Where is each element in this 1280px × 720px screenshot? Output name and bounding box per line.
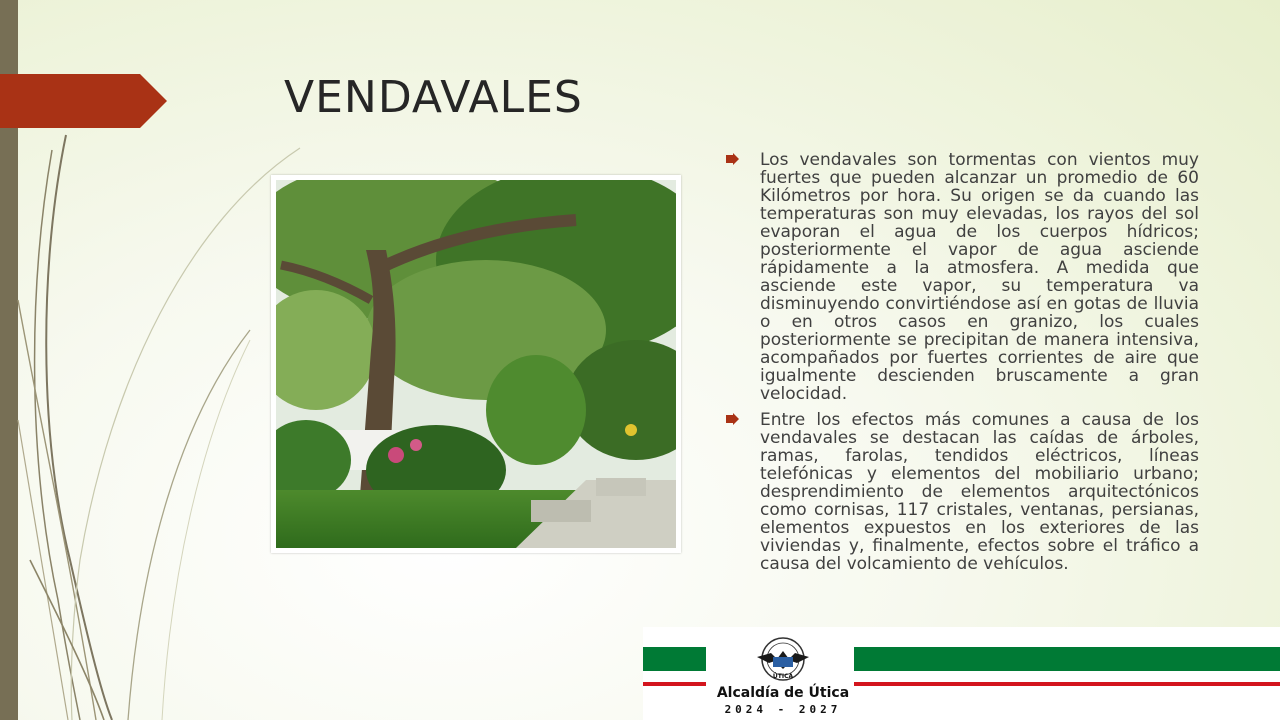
slide-title: VENDAVALES: [284, 72, 583, 123]
municipality-seal-icon: [751, 635, 815, 683]
title-arrow-tab: [0, 74, 170, 130]
paragraph-2: [726, 411, 1199, 573]
paragraph-1-text: Los vendavales son tormentas con vientos muy fuertes que pueden alcanzar un promedio de 60 Kilómetros por hora. Su origen se da cuando las temperaturas son muy elevadas, los rayos del sol evaporan el agua de los cuerpos hídricos; posteriormente el vapor de agua asciende rápidamente a la atmosfera. A medida que asciende este vapor, su temperatura va disminuyendo convirtiéndose así en gotas de lluvia o en otros casos en granizo, los cuales posteriormente se precipitan de manera intensiva, acompañados por fuertes corrientes de aire que igualmente descienden bruscamente a gran velocidad.: [760, 150, 1199, 404]
organization-name: Alcaldía de Útica: [716, 685, 850, 701]
arrow-bullet-icon: [726, 413, 740, 425]
paragraph-1: [726, 151, 1199, 403]
flag-stripe-red-left: [643, 682, 706, 686]
seal-text: ÚTICA: [772, 673, 794, 680]
administration-years: 2024 - 2027: [724, 703, 842, 716]
flag-stripe-green-right: [854, 647, 1280, 671]
content-text: [726, 151, 1199, 581]
footer-banner: [643, 627, 1280, 720]
arrow-bullet-icon: [726, 153, 740, 165]
paragraph-2-text: Entre los efectos más comunes a causa de los vendavales se destacan las caídas de árboles, ramas, farolas, tendidos eléctricos, líneas telefónicas y elementos del mobiliario urbano; desprendimiento de elementos arquitectónicos como cornisas, 117 cristales, ventanas, persianas, elementos expuestos en los exteriores de las viviendas y, finalmente, efectos sobre el tráfico a causa del volcamiento de vehículos.: [760, 410, 1199, 574]
park-photo: [271, 175, 681, 553]
flag-stripe-red-right: [854, 682, 1280, 686]
flag-stripe-green-left: [643, 647, 706, 671]
